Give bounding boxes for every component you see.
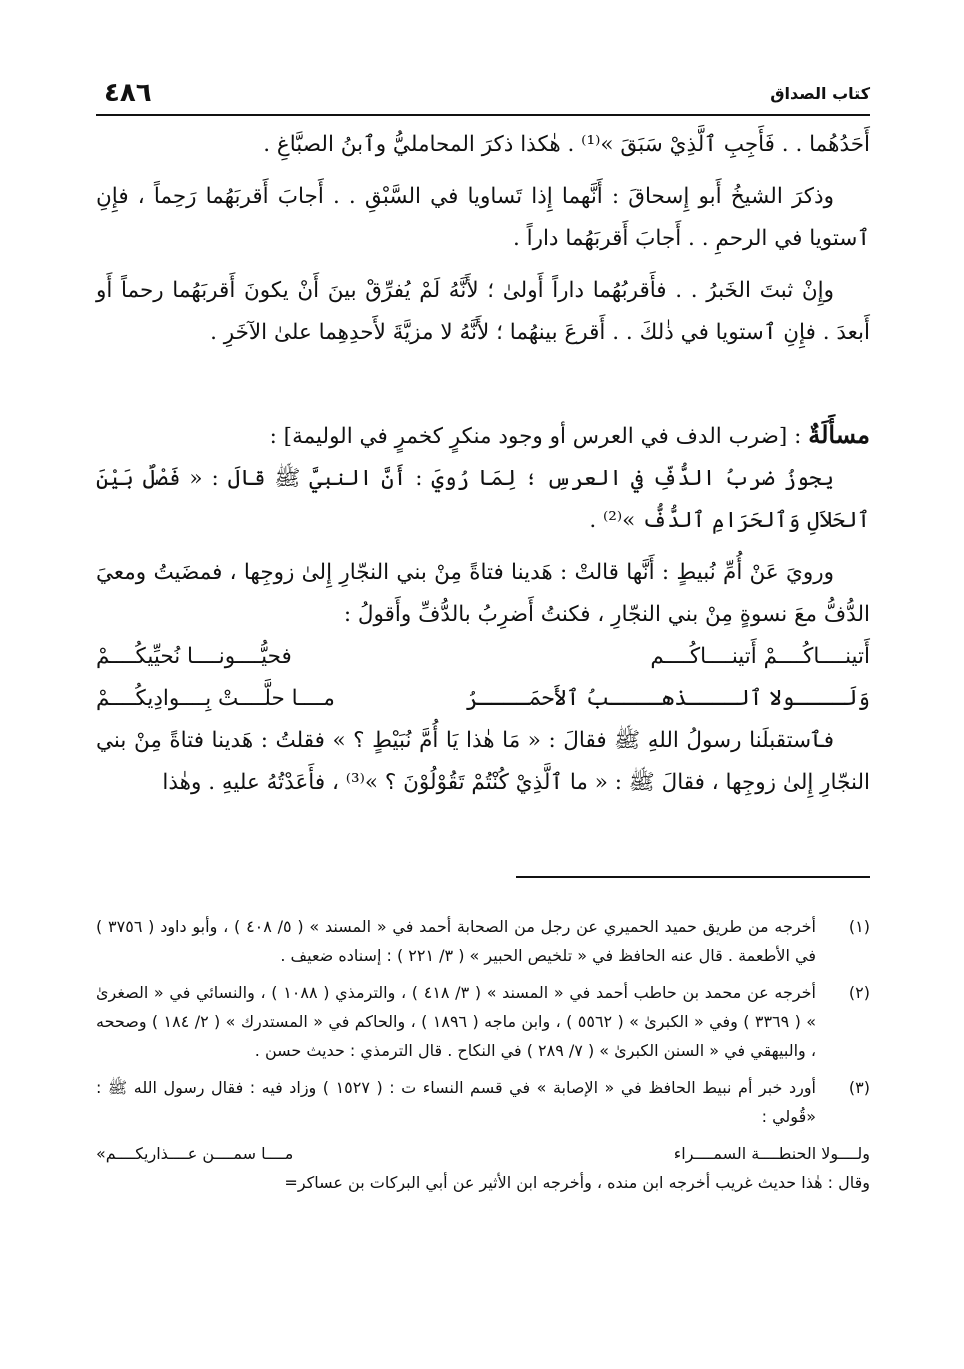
footnote-verse: [96, 1139, 870, 1168]
footnote-continuation: وقال : هٰذا حديث غريب أخرجه ابن منده ، وأخرجه ابن الأثير عن أبي البركات بن عساكر=: [284, 1173, 870, 1192]
footnote-text: أخرجه عن محمد بن حاطب أحمد في « المسند » ( ٣/ ٤١٨ ) ، والترمذي ( ١٠٨٨ ) ، والنسائي في « الصغرىٰ » ( ٣٣٦٩ ) وفي « الكبرىٰ » ( ٥٥٦٢ ) ، وابن ماجه ( ١٨٩٦ ) ، والحاكم في « المستدرك » ( ٢/ ١٨٤ ) وصححه ، والبيهقي في « السنن الكبرىٰ » ( ٧/ ٢٨٩ ) في النكاح . قال الترمذي : حديث حسن .: [96, 983, 817, 1060]
main-text: [96, 124, 870, 804]
footnote-number: (٢): [848, 983, 870, 1002]
poem-hemistich-2a: وَلَــــولا ٱلــــذهــــبُ ٱلأَحمَــــرُ: [465, 686, 870, 711]
page-number: ٤٨٦: [104, 78, 152, 108]
footnote-2: [96, 978, 870, 1065]
paragraph-3: وإِنْ ثبتَ الخَبرُ . . فأَقربُهُما داراً أَولىٰ ؛ لأَنَّهُ لَمْ يُفرِّقْ بينَ أَنْ يكونَ أَقربَهُما رحماً أَو أَبعدَ . فإِنِ ٱستويا في ذٰلكَ . . أَقرعَ بينهُما ؛ لأَنَّهُ لا مزيَّةَ لأَحدِهِما علىٰ الآخَرِ .: [96, 278, 870, 345]
footnote-verse-b: مــــا سمــــن عــــذاريكــــم»: [96, 1144, 294, 1163]
poem: [96, 636, 870, 720]
paragraph-4: يجوزُ ضربُ الدُّفِّ في العرسِ ؛ لِمَا رُويَ : أَنَّ النبيَّ ﷺ قالَ : « فَصْلٌ بَيْنَ ٱلحَلاَلِ وَٱلحَرَامِ ٱلدُّفُّ »⁽²⁾ .: [96, 466, 870, 533]
poem-hemistich-1a: أَتينــــاكُــــمْ أَتينــــاكُــــم: [650, 644, 870, 669]
page-header: [96, 70, 870, 116]
footnote-number: (٣): [848, 1078, 870, 1097]
footnote-number: (١): [848, 917, 870, 936]
paragraph-6: فٱستقبلَنا رسولُ اللهِ ﷺ فقالَ : « مَا هٰذا يَا أُمَّ نُبَيْطٍ ؟ » فقلتُ : هَدينا فتاةً مِنْ بني النجّارِ إِلىٰ زوجِها ، فقالَ ﷺ : « ما ٱلَّذِيْ كُنْتُمْ تَقُوْلُوْنَ ؟ »⁽³⁾ ، فأَعَدْتُهُ عليهِ . وهٰذا: [96, 728, 870, 795]
poem-hemistich-2b: مــــا حلَّــــتْ بِــــوادِيكُــــمْ: [96, 686, 335, 711]
footnote-3: [96, 1073, 870, 1131]
footnote-1: [96, 912, 870, 970]
poem-hemistich-1b: فحيُّــــونــــا نُحيِّيكُــــمْ: [96, 644, 292, 669]
issue-title: : [ضرب الدف في العرس أو وجود منكرٍ كخمرٍ في الوليمة] :: [269, 424, 809, 449]
book-title: كتاب الصداق: [770, 84, 870, 103]
footnotes: [96, 912, 870, 1197]
poem-line-1: [96, 636, 870, 678]
paragraph-1: أَحَدُهُما . . فَأَجِبِ ٱلَّذِيْ سَبَقَ »⁽¹⁾ . هٰكذا ذكرَ المحامليُّ وٱبنُ الصبَّاغِ .: [263, 132, 870, 157]
footnote-text: أورد خبر أم نبيط الحافظ في « الإصابة » في قسم النساء ت : ( ١٥٢٧ ) وزاد فيه : فقال رسول الله ﷺ : «قُولي :: [96, 1078, 816, 1126]
footnote-separator: [516, 876, 870, 878]
issue-heading: [96, 414, 870, 458]
paragraph-2: وذكرَ الشيخُ أَبو إِسحاقَ : أَنَّهما إِذا تَساويا في السَّبْقِ . . أَجابَ أَقربَهُما رَحِماً ، فإِنِ ٱستويا في الرحمِ . . أَجابَ أَقربَهُما داراً .: [96, 184, 870, 251]
footnote-verse-a: ولــــولا الحنطــــة السمــــراء: [673, 1144, 870, 1163]
issue-label: مسأَلَةٌ: [808, 420, 870, 449]
paragraph-5: ورويَ عَنْ أُمِّ نُبيطٍ : أَنَّها قالتْ : هَدينا فتاةً مِنْ بني النجّارِ إِلىٰ زوجِها ، فمضَيتُ ومعيَ الدُّفُّ معَ نسوةٍ مِنْ بني النجّارِ ، فكنتُ أَضرِبُ بالدُّفِّ وأَقولُ :: [96, 560, 870, 627]
footnote-text: أخرجه من طريق حميد الحميري عن رجل من الصحابة أحمد في « المسند » ( ٥/ ٤٠٨ ) ، وأبو داود ( ٣٧٥٦ ) في الأطعمة . قال عنه الحافظ في « تلخيص الحبير » ( ٣/ ٢٢١ ) : إسناده ضعيف .: [96, 917, 817, 965]
poem-line-2: [96, 678, 870, 720]
